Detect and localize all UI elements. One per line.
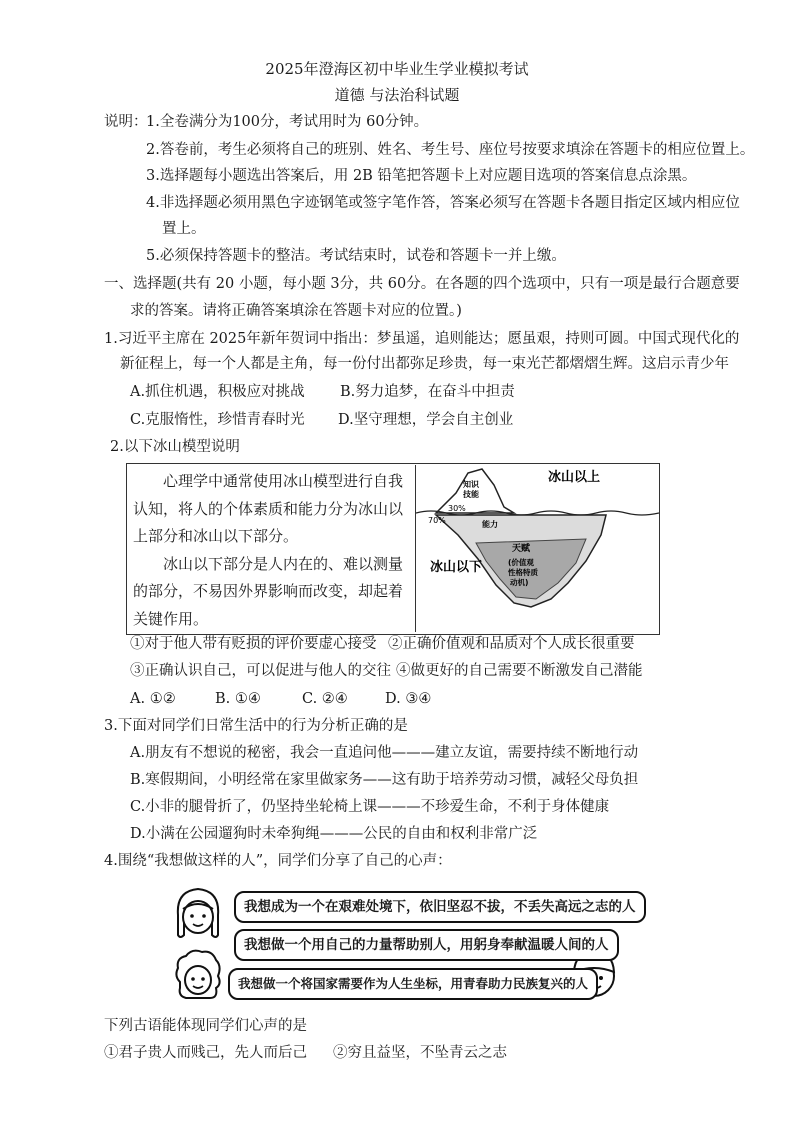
speech-bubble-1: 我想成为一个在艰难处境下，依旧坚忍不拔，不丢失高远之志的人 xyxy=(234,891,646,923)
label-70-percent: 70% xyxy=(428,516,446,525)
q1-stem-cont: 新征程上，每一个人都是主角，每一份付出都弥足珍贵，每一束光芒都熠熠生辉。这启示青少年 xyxy=(120,356,729,372)
q4-stem: 4.围绕“我想做这样的人”，同学们分享了自己的心声： xyxy=(104,853,452,869)
instruction-item: 5.必须保持答题卡的整洁。考试结束时，试卷和答题卡一并上缴。 xyxy=(146,248,566,264)
q2-option-a: A. ①② xyxy=(130,691,176,707)
instruction-item: 3.选择题每小题选出答案后，用 2B 铅笔把答题卡上对应题目选项的答案信息点涂黑。 xyxy=(146,168,697,184)
label-above-water: 冰山以上 xyxy=(548,470,601,485)
label-30-percent: 30% xyxy=(448,504,466,513)
label-skill: 技能 xyxy=(463,490,479,499)
section-heading: 一、选择题(共有 20 小题，每小题 3分，共 60分。在各题的四个选项中，只有一项是最行合题意要 xyxy=(104,276,740,292)
q1-option-a: A.抓住机遇，积极应对挑战 xyxy=(130,384,305,400)
q3-option-c: C.小非的腿骨折了，仍坚持坐轮椅上课———不珍爱生命，不利于身体健康 xyxy=(130,799,610,815)
q3-stem: 3.下面对同学们日常生活中的行为分析正确的是 xyxy=(104,718,408,734)
speech-bubble-2: 我想做一个用自己的力量帮助别人，用躬身奉献温暖人间的人 xyxy=(234,929,619,961)
curly-girl-avatar xyxy=(172,948,224,1006)
q4-statement-2: ②穷且益坚，不坠青云之志 xyxy=(333,1045,507,1061)
q2-option-c: C. ②④ xyxy=(302,691,348,707)
q4-question: 下列古语能体现同学们心声的是 xyxy=(104,1018,307,1034)
q1-stem: 1.习近平主席在 2025年新年贺词中指出：梦虽遥，追则能达；愿虽艰，持则可圆。中国式现代化的 xyxy=(104,331,740,347)
exam-title: 2025年澄海区初中毕业生学业模拟考试 xyxy=(265,60,529,78)
q1-option-b: B.努力追梦，在奋斗中担责 xyxy=(340,384,515,400)
label-ability: 能力 xyxy=(482,520,498,529)
q4-statement-1: ①君子贵人而贱己，先人而后己 xyxy=(104,1045,307,1061)
instruction-item: 2.答卷前，考生必须将自己的班别、姓名、考生号、座位号按要求填涂在答题卡的相应位置上。 xyxy=(146,142,755,158)
iceberg-diagram xyxy=(416,465,659,632)
label-below-water: 冰山以下 xyxy=(430,560,483,575)
q2-statement-4: ④做更好的自己需要不断激发自己潜能 xyxy=(396,663,643,679)
q2-option-b: B. ①④ xyxy=(215,691,261,707)
q1-option-d: D.坚守理想，学会自主创业 xyxy=(338,412,514,428)
q3-option-d: D.小满在公园遛狗时未牵狗绳———公民的自由和权利非常广泛 xyxy=(130,826,538,842)
q2-stem: 2.以下冰山模型说明 xyxy=(110,439,240,455)
q2-statement-2: ②正确价值观和品质对个人成长很重要 xyxy=(388,636,635,652)
instructions-label: 说明： xyxy=(104,114,148,130)
section-heading-cont: 求的答案。请将正确答案填涂在答题卡对应的位置。) xyxy=(130,303,462,319)
label-traits: 性格特质 xyxy=(508,568,538,577)
girl-avatar xyxy=(172,885,224,943)
iceberg-paragraph-1: 心理学中通常使用冰山模型进行自我认知，将人的个体素质和能力分为冰山以上部分和冰山以下部分。 xyxy=(133,472,404,545)
q3-option-b: B.寒假期间，小明经常在家里做家务——这有助于培养劳动习惯，减轻父母负担 xyxy=(130,772,639,788)
q1-option-c: C.克服惰性，珍惜青春时光 xyxy=(130,412,305,428)
instruction-item: 1.全卷满分为100分，考试用时为 60分钟。 xyxy=(146,114,429,130)
exam-subtitle: 道德 与法治科试题 xyxy=(334,86,460,104)
iceberg-figure xyxy=(415,465,659,632)
instruction-item: 4.非选择题必须用黑色字迹钢笔或签字笔作答，答案必须写在答题卡各题目指定区域内相应位 xyxy=(146,195,740,211)
instruction-item: 置上。 xyxy=(162,221,206,237)
q3-option-a: A.朋友有不想说的秘密，我会一直追问他———建立友谊，需要持续不断地行动 xyxy=(130,745,639,761)
q2-statement-3: ③正确认识自己，可以促进与他人的交往 xyxy=(130,663,391,679)
iceberg-description xyxy=(133,468,408,633)
iceberg-box xyxy=(126,463,660,635)
label-talent: 天赋 xyxy=(512,544,531,554)
speech-bubble-3: 我想做一个将国家需要作为人生坐标，用青春助力民族复兴的人 xyxy=(228,968,598,1000)
label-knowledge: 知识 xyxy=(463,480,479,489)
q2-option-d: D. ③④ xyxy=(385,691,432,707)
label-motive: 动机) xyxy=(510,578,529,587)
iceberg-paragraph-2: 冰山以下部分是人内在的、难以测量的部分，不易因外界影响而改变，却起着关键作用。 xyxy=(133,554,404,628)
label-values: (价值观 xyxy=(508,558,534,567)
q2-statement-1: ①对于他人带有贬损的评价要虚心接受 xyxy=(130,636,377,652)
